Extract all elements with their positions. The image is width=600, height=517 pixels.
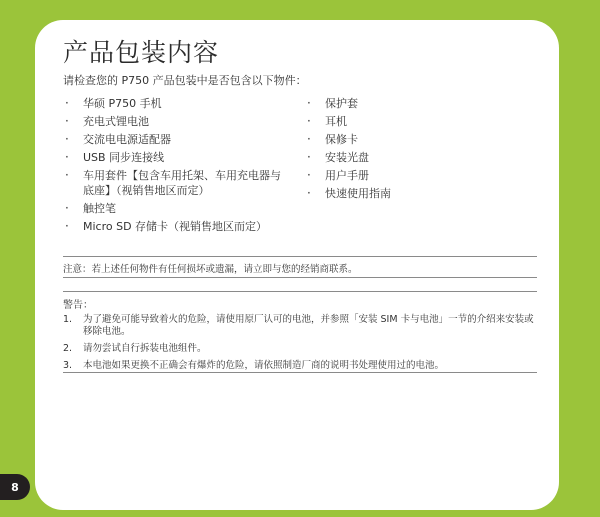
warning-list [63,314,539,377]
warning-number: 3. [63,360,73,371]
package-list-left [63,96,298,237]
list-item: · USB 同步连接线 [63,150,298,165]
page-title: 产品包装内容 [63,38,220,67]
list-item: · 保修卡 [305,132,525,147]
list-item: · 安装光盘 [305,150,525,165]
divider [63,277,537,278]
warning-text: 为了避免可能导致着火的危险，请使用原厂认可的电池，并参照「安装 SIM 卡与电池」一节的介绍来安装或移除电池。 [83,314,534,337]
list-item: · 用户手册 [305,168,525,183]
list-item: · Micro SD 存储卡（视销售地区而定） [63,219,298,234]
warning-text: 请勿尝试自行拆装电池组件。 [83,343,207,354]
list-item: · 耳机 [305,114,525,129]
divider [63,372,537,373]
warning-item [63,343,539,355]
warning-item [63,314,539,338]
intro-text: 请检查您的 P750 产品包装中是否包含以下物件： [63,74,307,87]
list-item: · 快速使用指南 [305,186,525,201]
list-item: · 触控笔 [63,201,298,216]
list-item: · 保护套 [305,96,525,111]
divider [63,291,537,292]
warning-number: 2. [63,343,73,354]
page-number-badge: 8 [0,474,30,500]
list-item: · 车用套件【包含车用托架、车用充电器与底座】（视销售地区而定） [63,168,283,198]
divider [63,256,537,257]
list-item: · 充电式锂电池 [63,114,298,129]
warning-number: 1. [63,314,73,325]
note-text: 注意：若上述任何物件有任何损坏或遗漏，请立即与您的经销商联系。 [63,264,358,275]
list-item: · 华硕 P750 手机 [63,96,298,111]
package-list-right [305,96,525,204]
warning-text: 本电池如果更换不正确会有爆炸的危险，请依照制造厂商的说明书处理使用过的电池。 [83,360,445,371]
warning-item [63,360,539,372]
list-item: · 交流电电源适配器 [63,132,298,147]
warning-title: 警告： [63,300,93,311]
